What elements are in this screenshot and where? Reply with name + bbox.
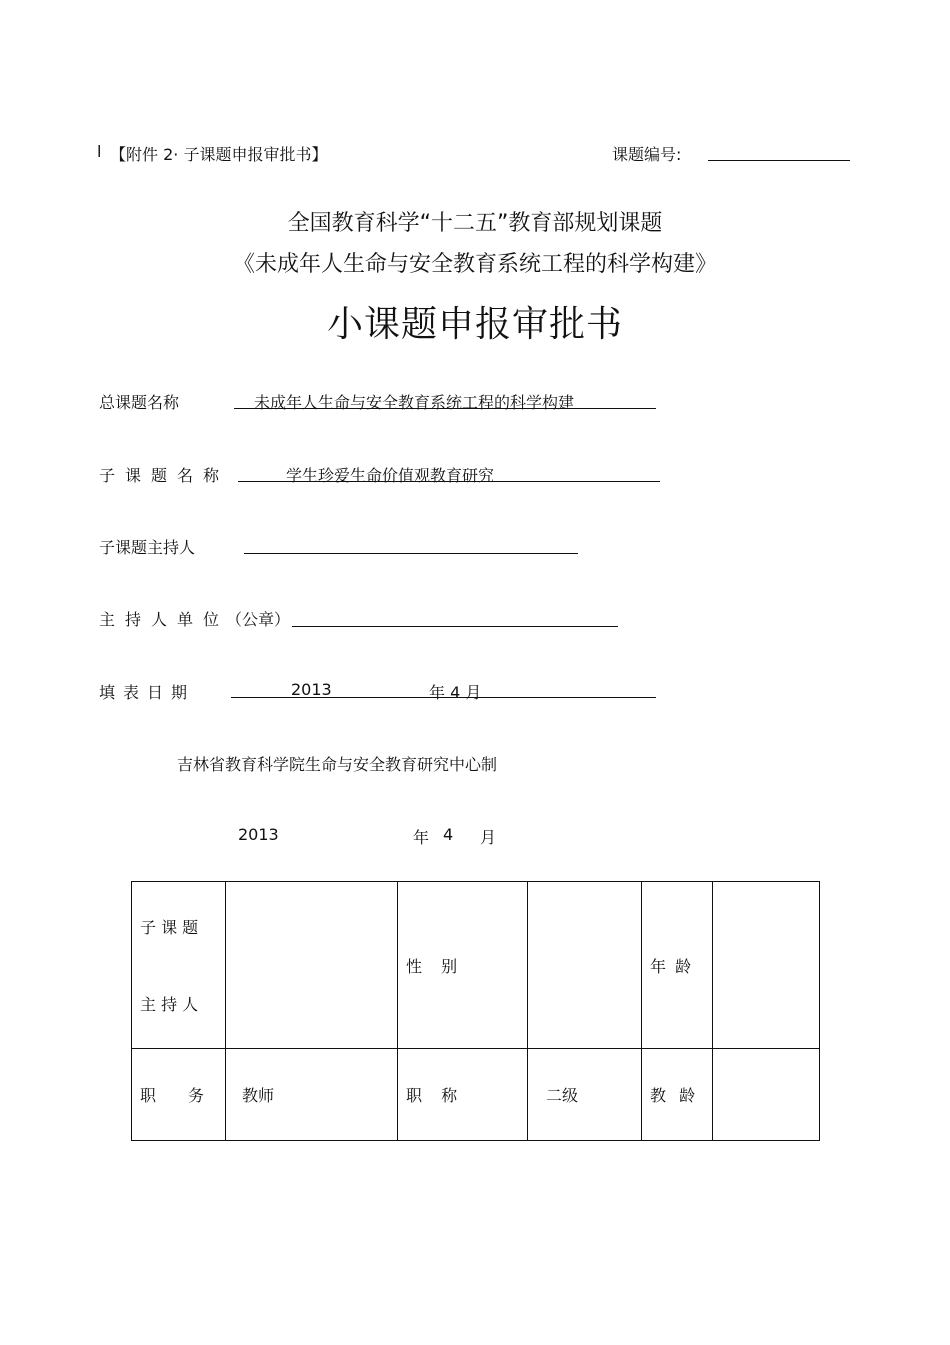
date-year[interactable]: 2013 <box>291 680 332 699</box>
host-label-cell <box>132 882 226 1049</box>
sub-topic-value[interactable]: 学生珍爱生命价值观教育研究 <box>286 466 495 485</box>
project-title-line2: 《未成年人生命与安全教育系统工程的科学构建》 <box>232 252 717 277</box>
main-topic-value[interactable]: 未成年人生命与安全教育系统工程的科学构建 <box>254 393 575 412</box>
host-label-line2: 主 持 人 <box>140 995 199 1014</box>
document-title: 小课题申报审批书 <box>326 304 623 345</box>
host-info-table <box>131 881 820 1141</box>
host-label: 子课题主持人 <box>99 538 196 557</box>
maker-organization: 吉林省教育科学院生命与安全教育研究中心制 <box>177 755 498 774</box>
header-bar-mark: l <box>97 142 102 161</box>
attachment-label: 【附件 2· 子课题申报审批书】 <box>110 145 328 164</box>
age-label-cell: 年 龄 <box>642 882 713 1049</box>
host-field[interactable] <box>244 553 578 554</box>
project-code-field[interactable] <box>708 160 850 161</box>
host-value-cell[interactable] <box>226 882 398 1049</box>
project-code-label: 课题编号: <box>612 145 682 164</box>
teaching-age-label-cell: 教 龄 <box>642 1049 713 1141</box>
footer-nian: 年 <box>413 828 430 847</box>
gender-label-cell: 性 别 <box>398 882 528 1049</box>
professional-title-label-cell: 职 称 <box>398 1049 528 1141</box>
date-label: 填表日期 <box>99 683 196 702</box>
host-label-line1: 子 课 题 <box>140 918 199 937</box>
age-value-cell[interactable] <box>713 882 820 1049</box>
position-label-cell: 职 务 <box>132 1049 226 1141</box>
footer-yue: 月 <box>480 828 497 847</box>
footer-year: 2013 <box>238 825 279 844</box>
footer-month: 4 <box>443 825 454 844</box>
table-row <box>132 882 820 1049</box>
position-value-cell[interactable]: 教师 <box>226 1049 398 1141</box>
project-title-line1: 全国教育科学“十二五”教育部规划课题 <box>287 211 663 236</box>
date-month[interactable]: 年 4 月 <box>429 683 482 702</box>
unit-field[interactable] <box>292 626 618 627</box>
teaching-age-value-cell[interactable] <box>713 1049 820 1141</box>
unit-seal-note: （公章） <box>226 610 291 629</box>
main-topic-label: 总课题名称 <box>99 393 180 412</box>
sub-topic-label: 子课题名称 <box>99 466 230 485</box>
professional-title-value-cell[interactable]: 二级 <box>528 1049 642 1141</box>
table-row <box>132 1049 820 1141</box>
unit-label: 主持人单位 <box>99 610 230 629</box>
gender-value-cell[interactable] <box>528 882 642 1049</box>
